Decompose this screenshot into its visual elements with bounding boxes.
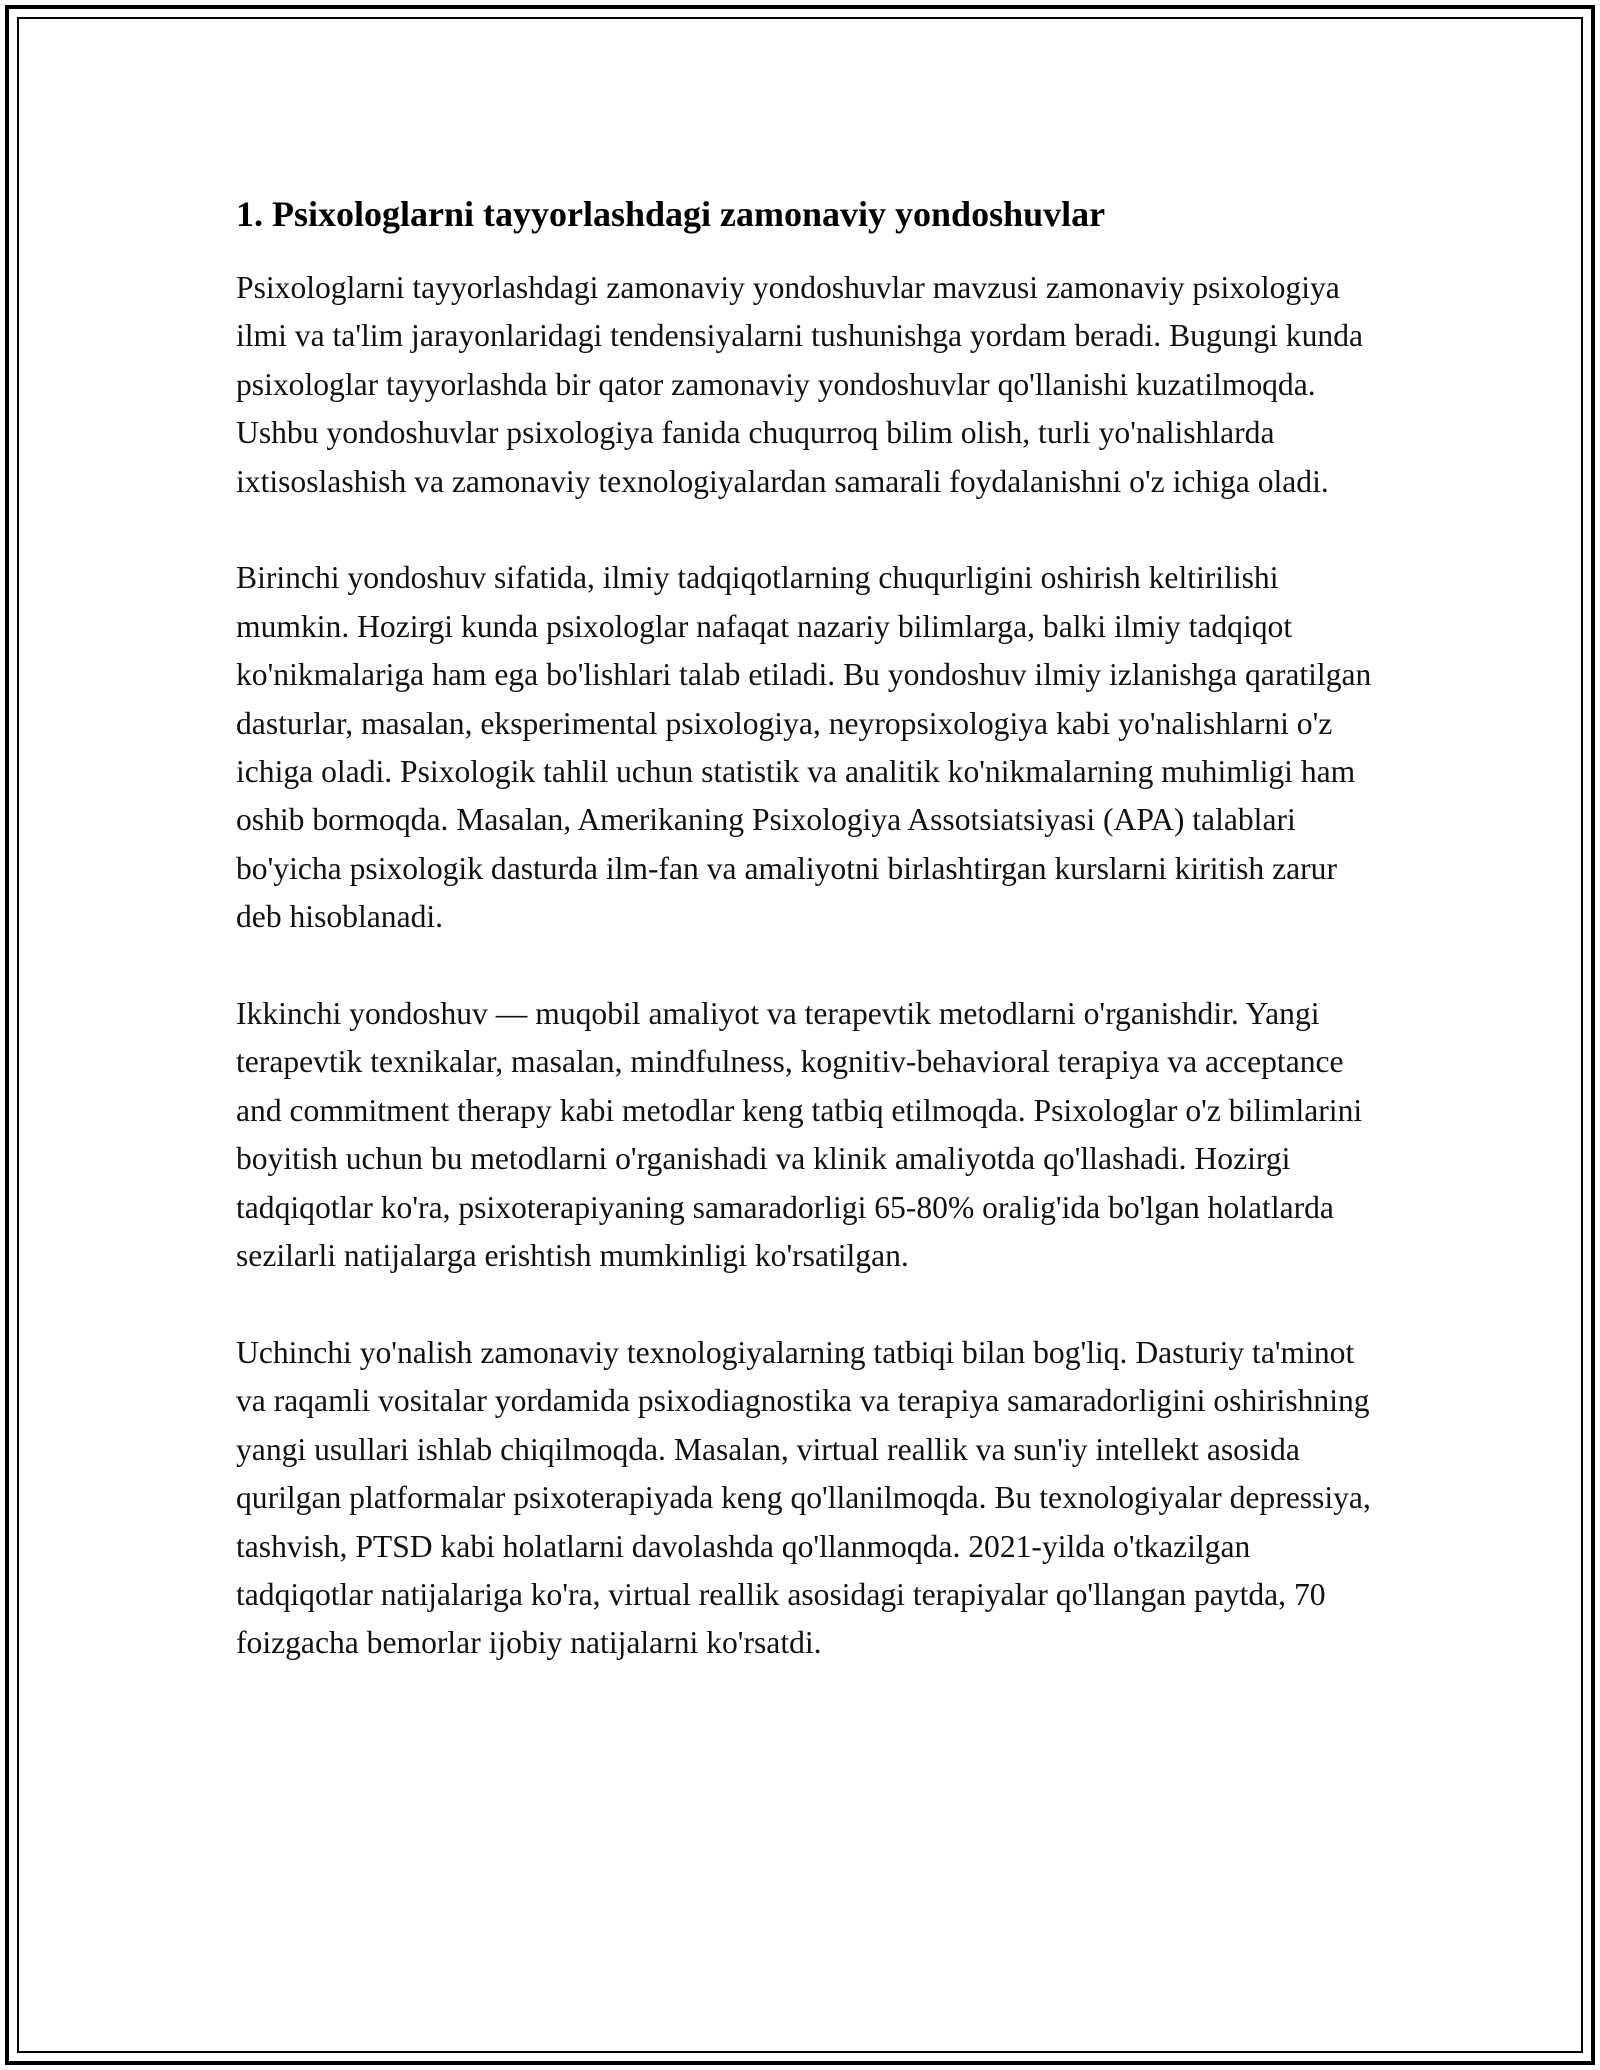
paragraph-introduction: Psixologlarni tayyorlashdagi zamonaviy yondoshuvlar mavzusi zamonaviy psixologiya ilmi va ta'lim jarayonlaridagi tendensiyalarni tushunishga yordam beradi. Bugungi kunda psixologlar tayyorlashda bir qator zamonaviy yondoshuvlar qo'llanishi kuzatilmoqda. Ushbu yondoshuvlar psixologiya fanida chuqurroq bilim olish, turli yo'nalishlarda ixtisoslashish va zamonaviy texnologiyalardan samarali foydalanishni o'z ichiga oladi.	[236, 270, 1364, 499]
paragraph-second-approach: Ikkinchi yondoshuv — muqobil amaliyot va terapevtik metodlarni o'rganishdir. Yangi terapevtik texnikalar, masalan, mindfulness, kognitiv-behavioral terapiya va acceptance and commitment therapy kabi metodlar keng tatbiq etilmoqda. Psixologlar o'z bilimlarini boyitish uchun bu metodlarni o'rganishadi va klinik amaliyotda qo'llashadi. Hozirgi tadqiqotlar ko'ra, psixoterapiyaning samaradorligi 65-80% oralig'ida bo'lgan holatlarda sezilarli natijalarga erishtish mumkinligi ko'rsatilgan.	[236, 996, 1363, 1274]
paragraph-first-approach: Birinchi yondoshuv sifatida, ilmiy tadqiqotlarning chuqurligini oshirish keltirilishi mumkin. Hozirgi kunda psixologlar nafaqat nazariy bilimlarga, balki ilmiy tadqiqot ko'nikmalariga ham ega bo'lishlari talab etiladi. Bu yondoshuv ilmiy izlanishga qaratilgan dasturlar, masalan, eksperimental psixologiya, neyropsixologiya kabi yo'nalishlarni o'z ichiga oladi. Psixologik tahlil uchun statistik va analitik ko'nikmalarning muhimligi ham oshib bormoqda. Masalan, Amerikaning Psixologiya Assotsiatsiyasi (APA) talablari bo'yicha psixologik dasturda ilm-fan va amaliyotni birlashtirgan kurslarni kiritish zarur deb hisoblanadi.	[236, 560, 1372, 935]
paragraph-third-direction: Uchinchi yo'nalish zamonaviy texnologiyalarning tatbiqi bilan bog'liq. Dasturiy ta'minot va raqamli vositalar yordamida psixodiagnostika va terapiya samaradorligini oshirishning yangi usullari ishlab chiqilmoqda. Masalan, virtual reallik va sun'iy intellekt asosida qurilgan platformalar psixoterapiyada keng qo'llanilmoqda. Bu texnologiyalar depressiya, tashvish, PTSD kabi holatlarni davolashda qo'llanmoqda. 2021-yilda o'tkazilgan tadqiqotlar natijalariga ko'ra, virtual reallik asosidagi terapiyalar qo'llangan paytda, 70 foizgacha bemorlar ijobiy natijalarni ko'rsatdi.	[236, 1334, 1371, 1661]
section-heading: 1. Psixologlarni tayyorlashdagi zamonaviy yondoshuvlar	[236, 194, 1106, 234]
document-body	[236, 190, 1386, 1716]
